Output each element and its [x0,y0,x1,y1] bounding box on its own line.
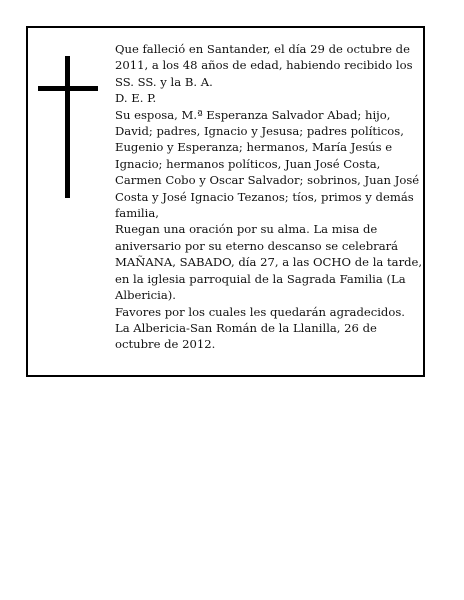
place-date-line: La Albericia-San Román de la Llanilla, 26 de octubre de 2012. [115,320,377,352]
obituary-notice [26,26,425,377]
cross-horizontal-bar [38,86,98,91]
family-list: Su esposa, M.ª Esperanza Salvador Abad; hijo, David; padres, Ignacio y Jesusa; padres políticos, Eugenio y Esperanza; hermanos, María Jesús e Ignacio; hermanos políticos, Juan José Costa, Carmen Cobo y Oscar Salvador; sobrinos, Juan José Costa y José Ignacio Tezanos; tíos, primos y demás familia, [115,107,420,221]
thanks-line: Favores por los cuales les quedarán agradecidos. [115,304,405,319]
mass-announcement: Ruegan una oración por su alma. La misa de aniversario por su eterno descanso se celebrará MAÑANA, SABADO, día 27, a las OCHO de la tarde, en la iglesia parroquial de la Sagrada Familia (La Albericia). [115,222,423,303]
cross-icon [38,56,98,198]
notice-text [115,41,425,353]
rip-line: D. E. P. [115,91,157,106]
cross-vertical-bar [65,56,70,198]
death-statement: Que falleció en Santander, el día 29 de octubre de 2011, a los 48 años de edad, habiendo recibido los SS. SS. y la B. A. [115,42,413,89]
